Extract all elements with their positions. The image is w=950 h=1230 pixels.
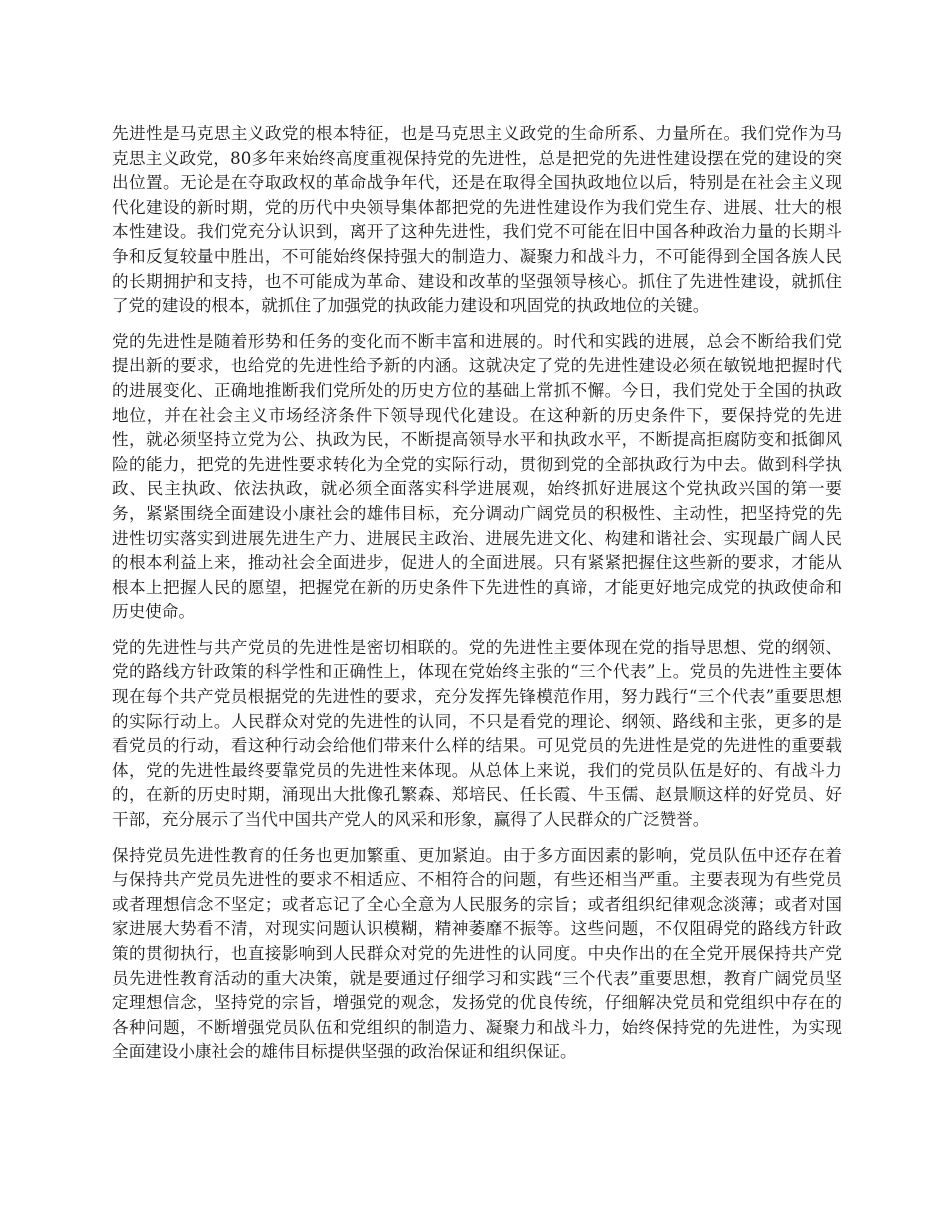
body-paragraph-4: 保持党员先进性教育的任务也更加繁重、更加紧迫。由于多方面因素的影响，党员队伍中还存在着与保持共产党员先进性的要求不相适应、不相符合的问题，有些还相当严重。主要表现为有些党员或者理想信念不坚定；或者忘记了全心全意为人民服务的宗旨；或者组织纪律观念淡薄；或者对国家进展大势看不清，对现实问题认识模糊，精神萎靡不振等。这些问题，不仅阻碍党的路线方针政策的贯彻执行，也直接影响到人民群众对党的先进性的认同度。中央作出的在全党开展保持共产党员先进性教育活动的重大决策，就是要通过仔细学习和实践“三个代表”重要思想，教育广阔党员坚定理想信念，坚持党的宗旨，增强党的观念，发扬党的优良传统，仔细解决党员和党组织中存在的各种问题，不断增强党员队伍和党组织的制造力、凝聚力和战斗力，始终保持党的先进性，为实现全面建设小康社会的雄伟目标提供坚强的政治保证和组织保证。 [112, 845, 842, 1062]
body-paragraph-3: 党的先进性与共产党员的先进性是密切相联的。党的先进性主要体现在党的指导思想、党的纲领、党的路线方针政策的科学性和正确性上，体现在党始终主张的“三个代表”上。党员的先进性主要体现在每个共产党员根据党的先进性的要求，充分发挥先锋模范作用，努力践行“三个代表”重要思想的实际行动上。人民群众对党的先进性的认同，不只是看党的理论、纲领、路线和主张，更多的是看党员的行动，看这种行动会给他们带来什么样的结果。可见党员的先进性是党的先进性的重要载体，党的先进性最终要靠党员的先进性来体现。从总体上来说，我们的党员队伍是好的、有战斗力的，在新的历史时期，涌现出大批像孔繁森、郑培民、任长霞、牛玉儒、赵景顺这样的好党员、好干部，充分展示了当代中国共产党人的风采和形象，赢得了人民群众的广泛赞誉。 [112, 637, 842, 830]
body-paragraph-1: 先进性是马克思主义政党的根本特征，也是马克思主义政党的生命所系、力量所在。我们党作为马克思主义政党，80多年来始终高度重视保持党的先进性，总是把党的先进性建设摆在党的建设的突出位置。无论是在夺取政权的革命战争年代，还是在取得全国执政地位以后，特别是在社会主义现代化建设的新时期，党的历代中央领导集体都把党的先进性建设作为我们党生存、进展、壮大的根本性建设。我们党充分认识到，离开了这种先进性，我们党不可能在旧中国各种政治力量的长期斗争和反复较量中胜出，不可能始终保持强大的制造力、凝聚力和战斗力，不可能得到全国各族人民的长期拥护和支持，也不可能成为革命、建设和改革的坚强领导核心。抓住了先进性建设，就抓住了党的建设的根本，就抓住了加强党的执政能力建设和巩固党的执政地位的关键。 [112, 124, 842, 316]
body-paragraph-2: 党的先进性是随着形势和任务的变化而不断丰富和进展的。时代和实践的进展，总会不断给我们党提出新的要求，也给党的先进性给予新的内涵。这就决定了党的先进性建设必须在敏锐地把握时代的进展变化、正确地推断我们党所处的历史方位的基础上常抓不懈。今日，我们党处于全国的执政地位，并在社会主义市场经济条件下领导现代化建设。在这种新的历史条件下，要保持党的先进性，就必须坚持立党为公、执政为民，不断提高领导水平和执政水平，不断提高拒腐防变和抵御风险的能力，把党的先进性要求转化为全党的实际行动，贯彻到党的全部执政行为中去。做到科学执政、民主执政、依法执政，就必须全面落实科学进展观，始终抓好进展这个党执政兴国的第一要务，紧紧围绕全面建设小康社会的雄伟目标，充分调动广阔党员的积极性、主动性，把坚持党的先进性切实落实到进展先进生产力、进展民主政治、进展先进文化、构建和谐社会、实现最广阔人民的根本利益上来，推动社会全面进步，促进人的全面进展。只有紧紧把握住这些新的要求，才能从根本上把握人民的愿望，把握党在新的历史条件下先进性的真谛，才能更好地完成党的执政使命和历史使命。 [112, 331, 842, 622]
